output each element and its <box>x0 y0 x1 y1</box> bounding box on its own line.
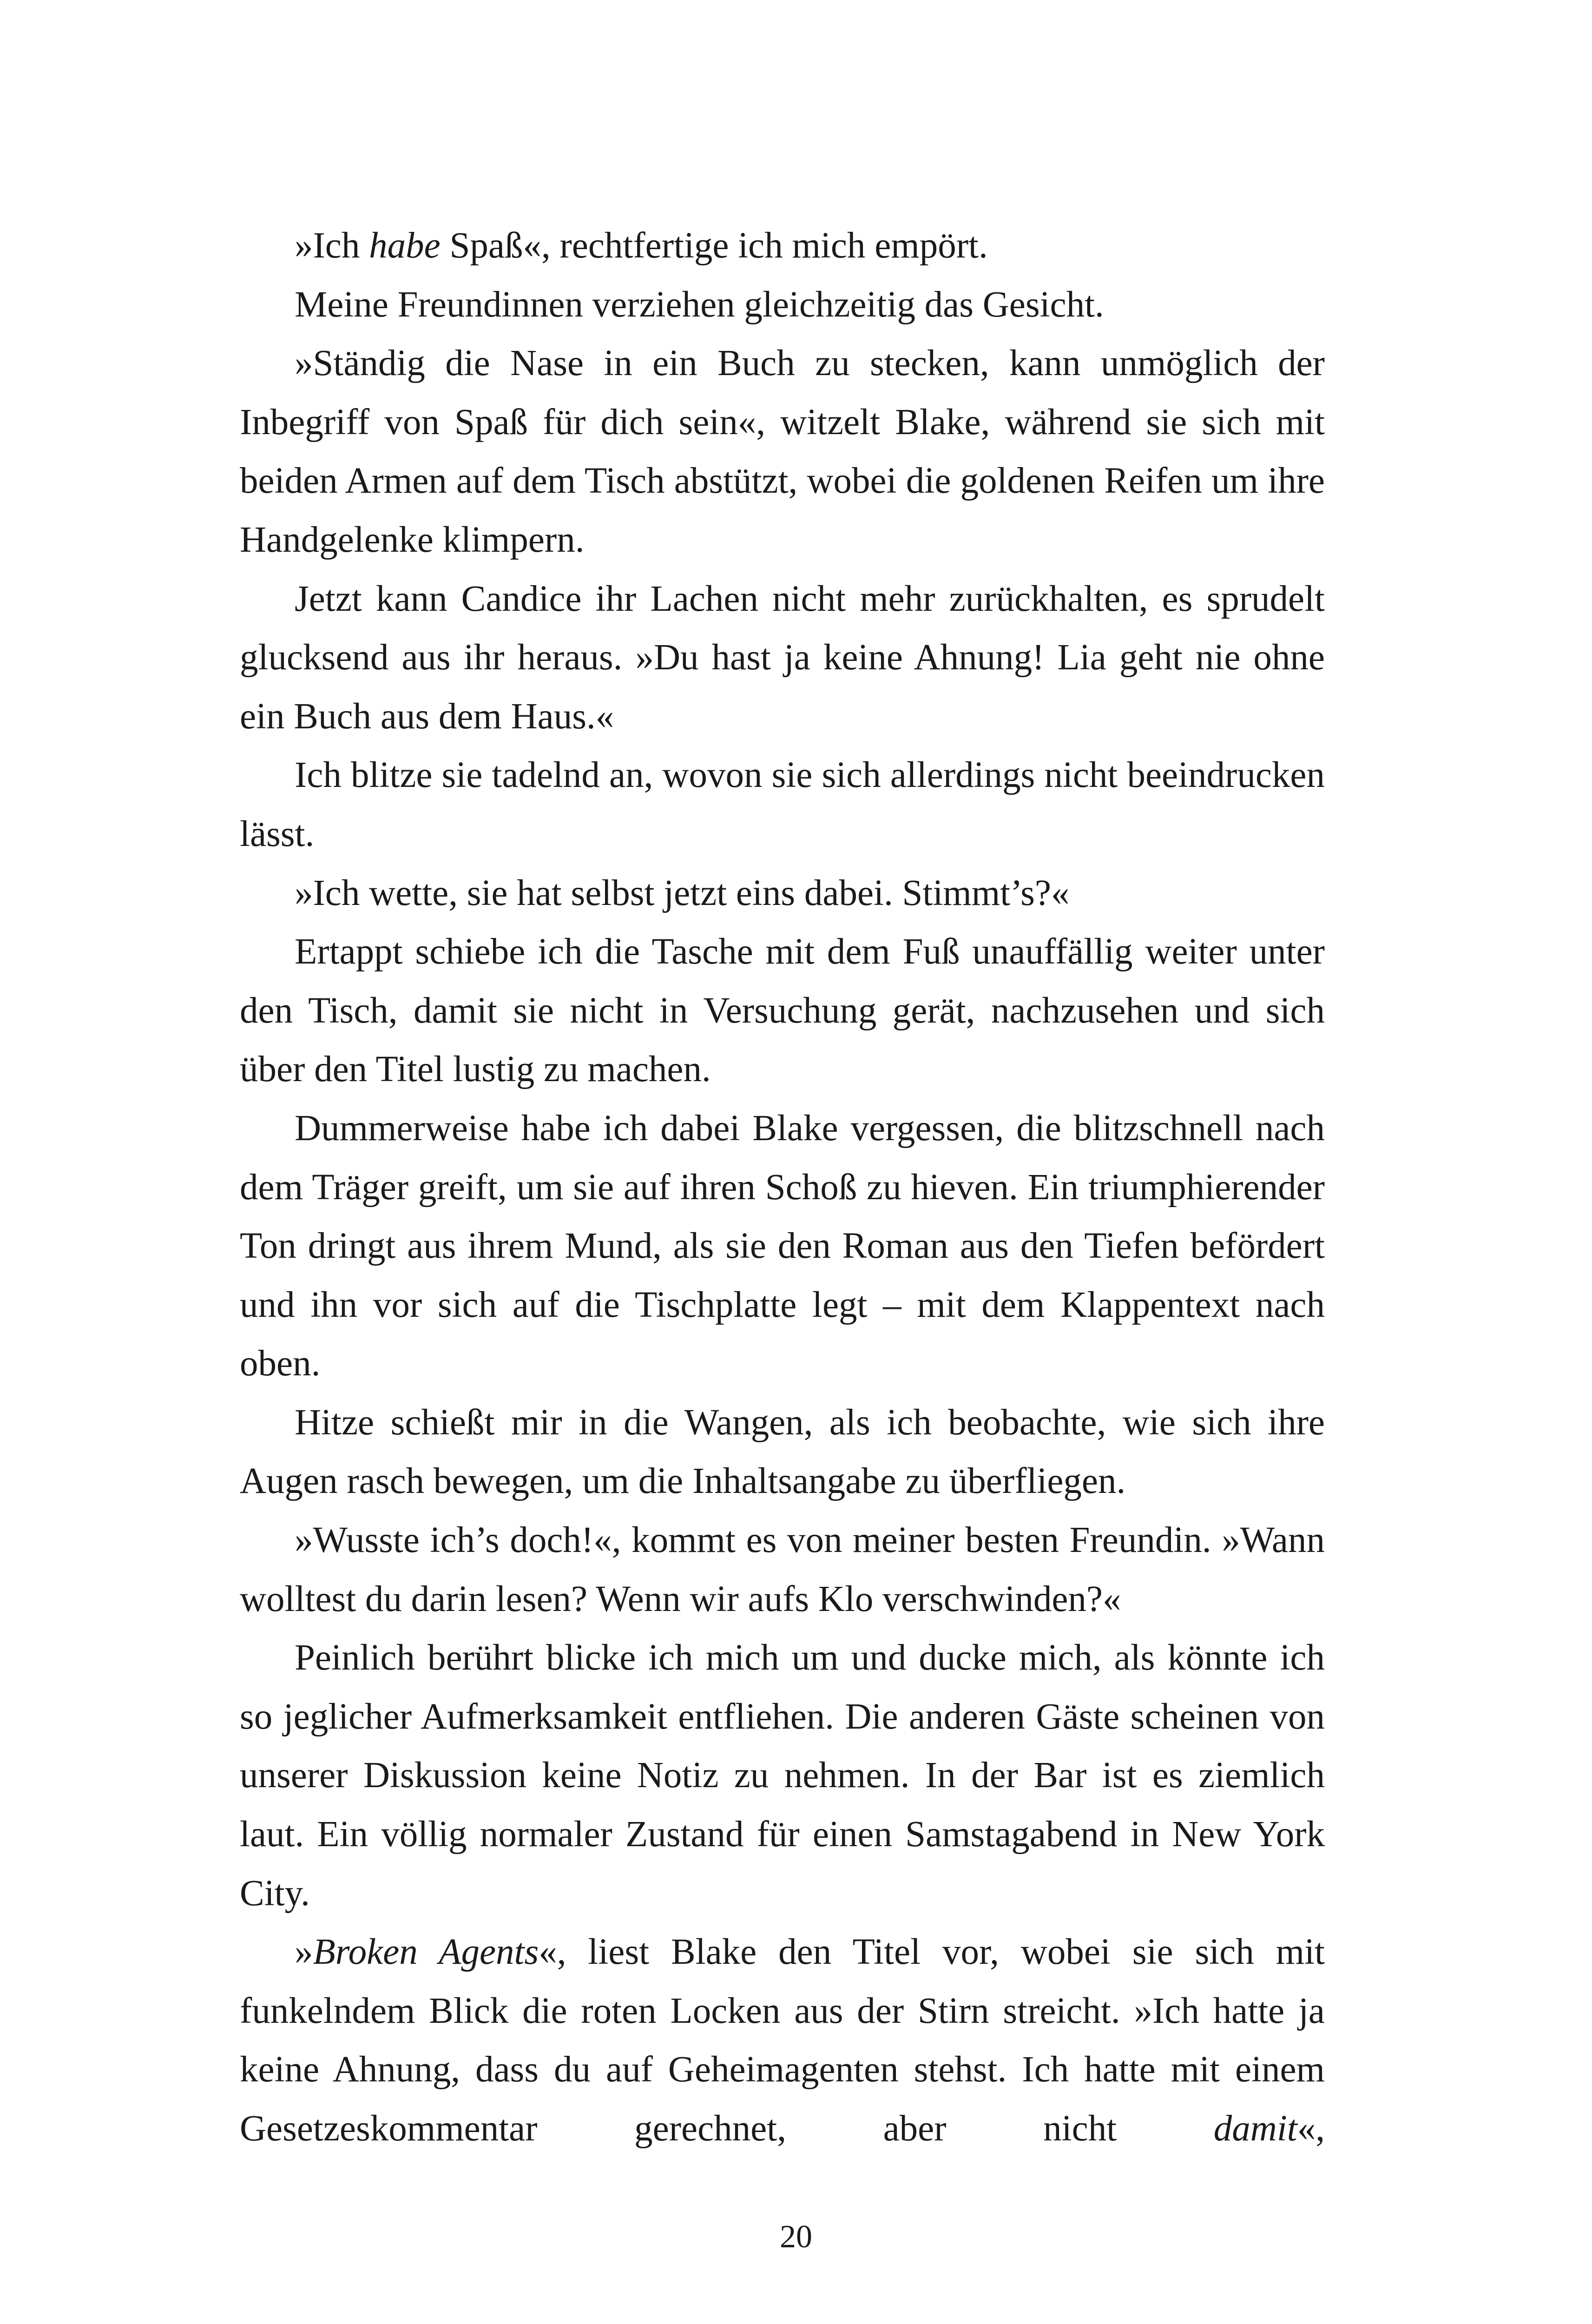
paragraph-6: »Ich wette, sie hat selbst jetzt eins dabei. Stimmt’s?« <box>295 872 1070 913</box>
paragraph-4: Jetzt kann Candice ihr Lachen nicht mehr zurückhalten, es sprudelt glucksend aus ihr heraus. »Du hast ja keine Ahnung! Lia geht nie ohne ein Buch aus dem Haus.« <box>240 578 1325 737</box>
paragraph-11: Peinlich berührt blicke ich mich um und ducke mich, als könnte ich so jeglicher Aufmerksamkeit entfliehen. Die anderen Gäste scheinen von unserer Diskussion keine Notiz zu nehmen. In der Bar ist es ziemlich laut. Ein völlig normaler Zustand für einen Samstagabend in New York City. <box>240 1637 1325 1914</box>
paragraph-3: »Ständig die Nase in ein Buch zu stecken, kann unmöglich der Inbegriff von Spaß für dich sein«, witzelt Blake, während sie sich mit beiden Armen auf dem Tisch abstützt, wobei die goldenen Reifen um ihre Handgelenke klimpern. <box>240 343 1325 560</box>
body-text <box>240 217 1325 2159</box>
paragraph-12: »Broken Agents«, liest Blake den Titel vor, wobei sie sich mit funkelndem Blick die roten Locken aus der Stirn streicht. »Ich hatte ja keine Ahnung, dass du auf Geheimagenten stehst. Ich hatte mit einem Gesetzeskommentar gerechnet, aber nicht damit«, <box>240 1932 1325 2149</box>
paragraph-5: Ich blitze sie tadelnd an, wovon sie sich allerdings nicht beeindrucken lässt. <box>240 755 1325 854</box>
paragraph-2: Meine Freundinnen verziehen gleichzeitig das Gesicht. <box>295 284 1104 325</box>
paragraph-1: »Ich habe Spaß«, rechtfertige ich mich empört. <box>295 225 988 266</box>
page-number: 20 <box>780 2219 812 2255</box>
paragraph-7: Ertappt schiebe ich die Tasche mit dem Fuß unauffällig weiter unter den Tisch, damit sie nicht in Versuchung gerät, nachzusehen und sich über den Titel lustig zu machen. <box>240 931 1325 1090</box>
paragraph-8: Dummerweise habe ich dabei Blake vergessen, die blitzschnell nach dem Träger greift, um sie auf ihren Schoß zu hieven. Ein triumphierender Ton dringt aus ihrem Mund, als sie den Roman aus den Tiefen befördert und ihn vor sich auf die Tischplatte legt – mit dem Klappentext nach oben. <box>240 1108 1325 1384</box>
paragraph-9: Hitze schießt mir in die Wangen, als ich beobachte, wie sich ihre Augen rasch bewegen, um die Inhaltsangabe zu überfliegen. <box>240 1402 1325 1502</box>
paragraph-10: »Wusste ich’s doch!«, kommt es von meiner besten Freundin. »Wann wolltest du darin lesen? Wenn wir aufs Klo verschwinden?« <box>240 1520 1325 1619</box>
